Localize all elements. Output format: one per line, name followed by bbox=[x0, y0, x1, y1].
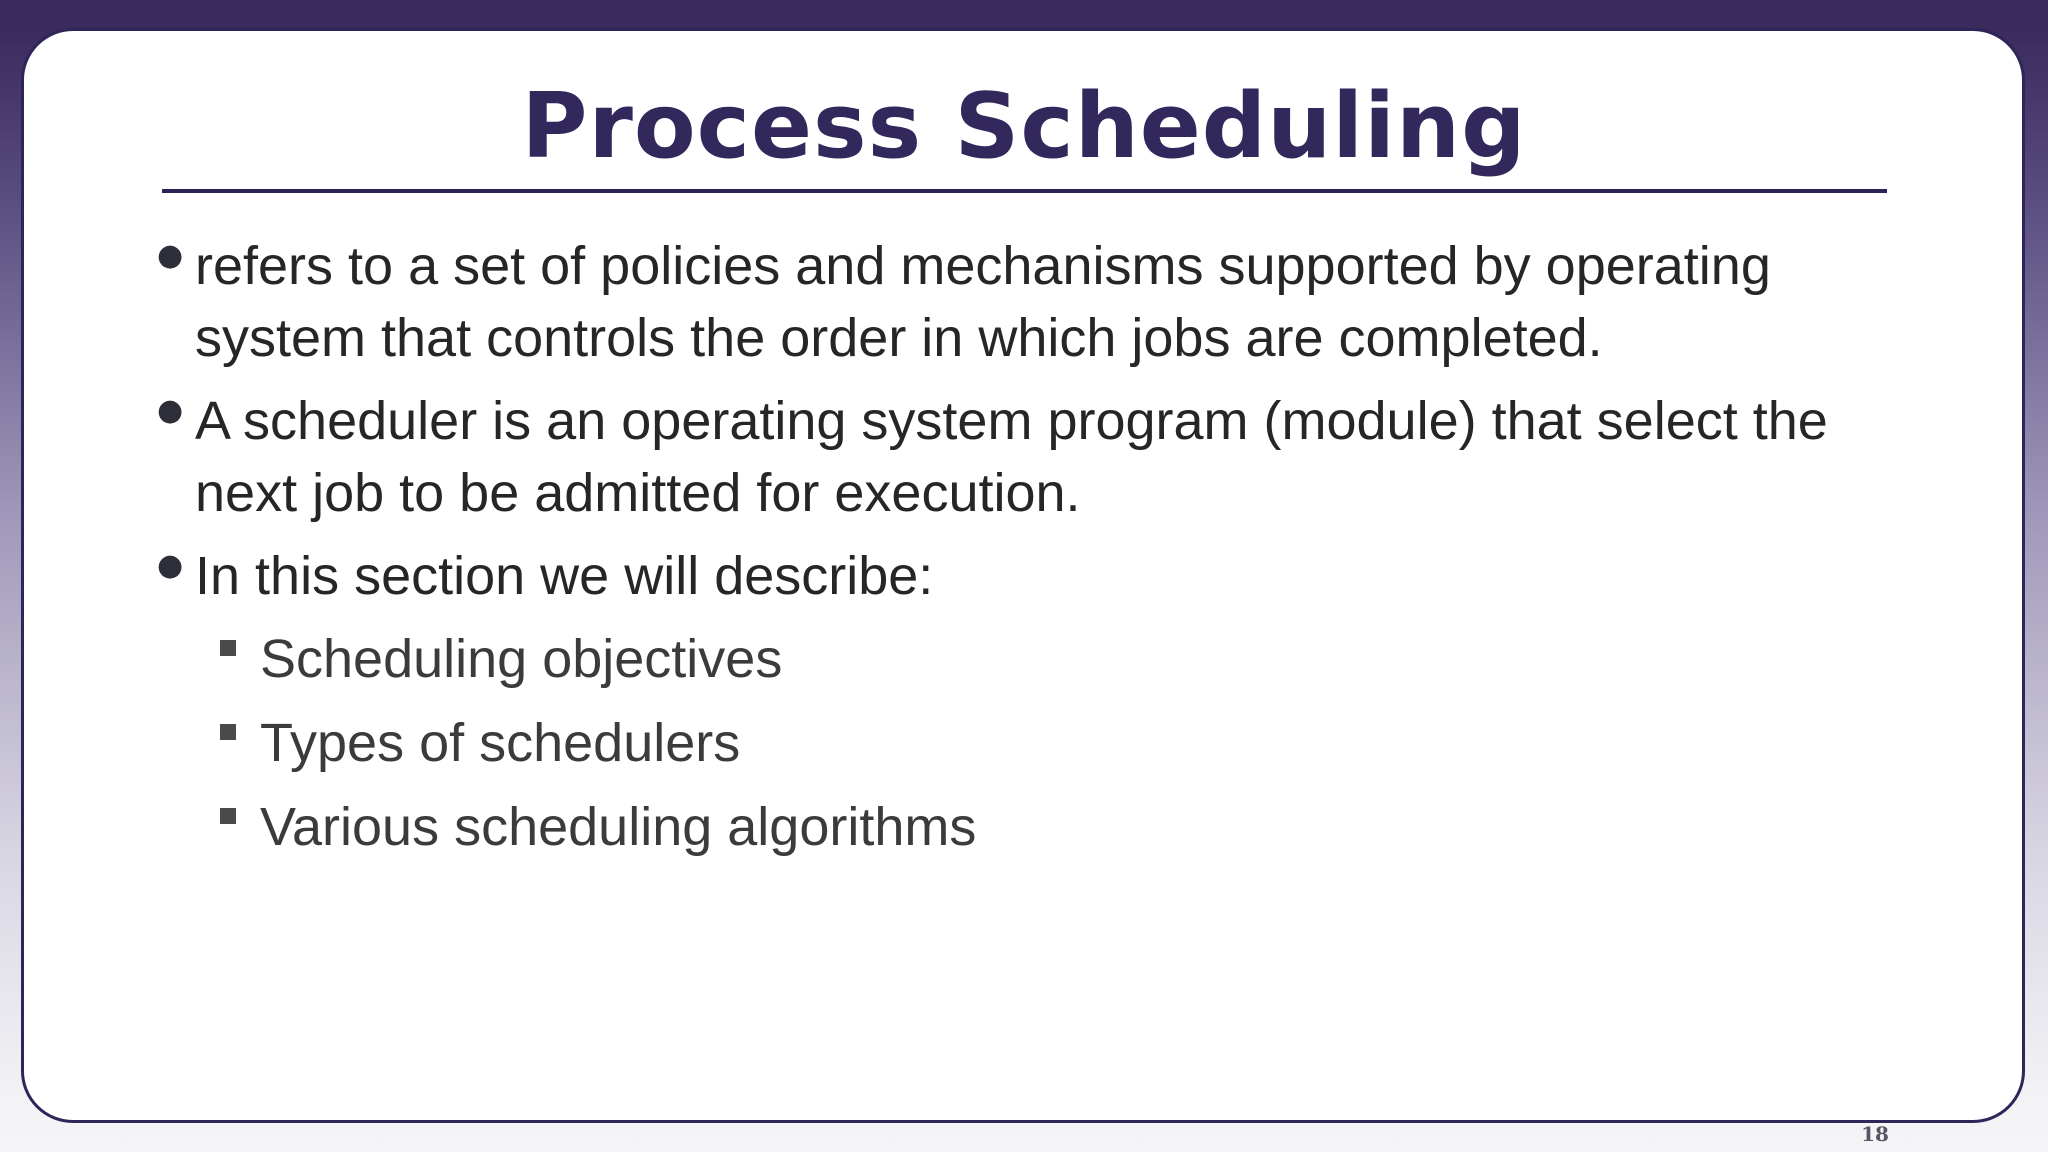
sub-bullet-3: Various scheduling algorithms bbox=[260, 797, 977, 857]
sub-bullet-marker bbox=[220, 724, 236, 740]
bullet-1-line-1: refers to a set of policies and mechanisms supported by operating bbox=[195, 236, 1771, 296]
bullet-3-line-1: In this section we will describe: bbox=[195, 546, 934, 606]
page-number: 18 bbox=[1861, 1122, 1889, 1146]
slide-title: Process Scheduling bbox=[521, 74, 1527, 179]
sub-bullet-2: Types of schedulers bbox=[260, 713, 741, 773]
bullet-marker: ● bbox=[157, 393, 184, 428]
bullet-2-line-2: next job to be admitted for execution. bbox=[195, 463, 1081, 523]
sub-bullet-1: Scheduling objectives bbox=[260, 629, 783, 689]
bullet-marker: ● bbox=[157, 238, 184, 273]
sub-bullet-marker bbox=[220, 808, 236, 824]
sub-bullet-marker bbox=[220, 640, 236, 656]
bullet-2-line-1: A scheduler is an operating system program (module) that select the bbox=[195, 391, 1828, 451]
bullet-marker: ● bbox=[157, 548, 184, 583]
bullet-1-line-2: system that controls the order in which jobs are completed. bbox=[195, 308, 1603, 368]
